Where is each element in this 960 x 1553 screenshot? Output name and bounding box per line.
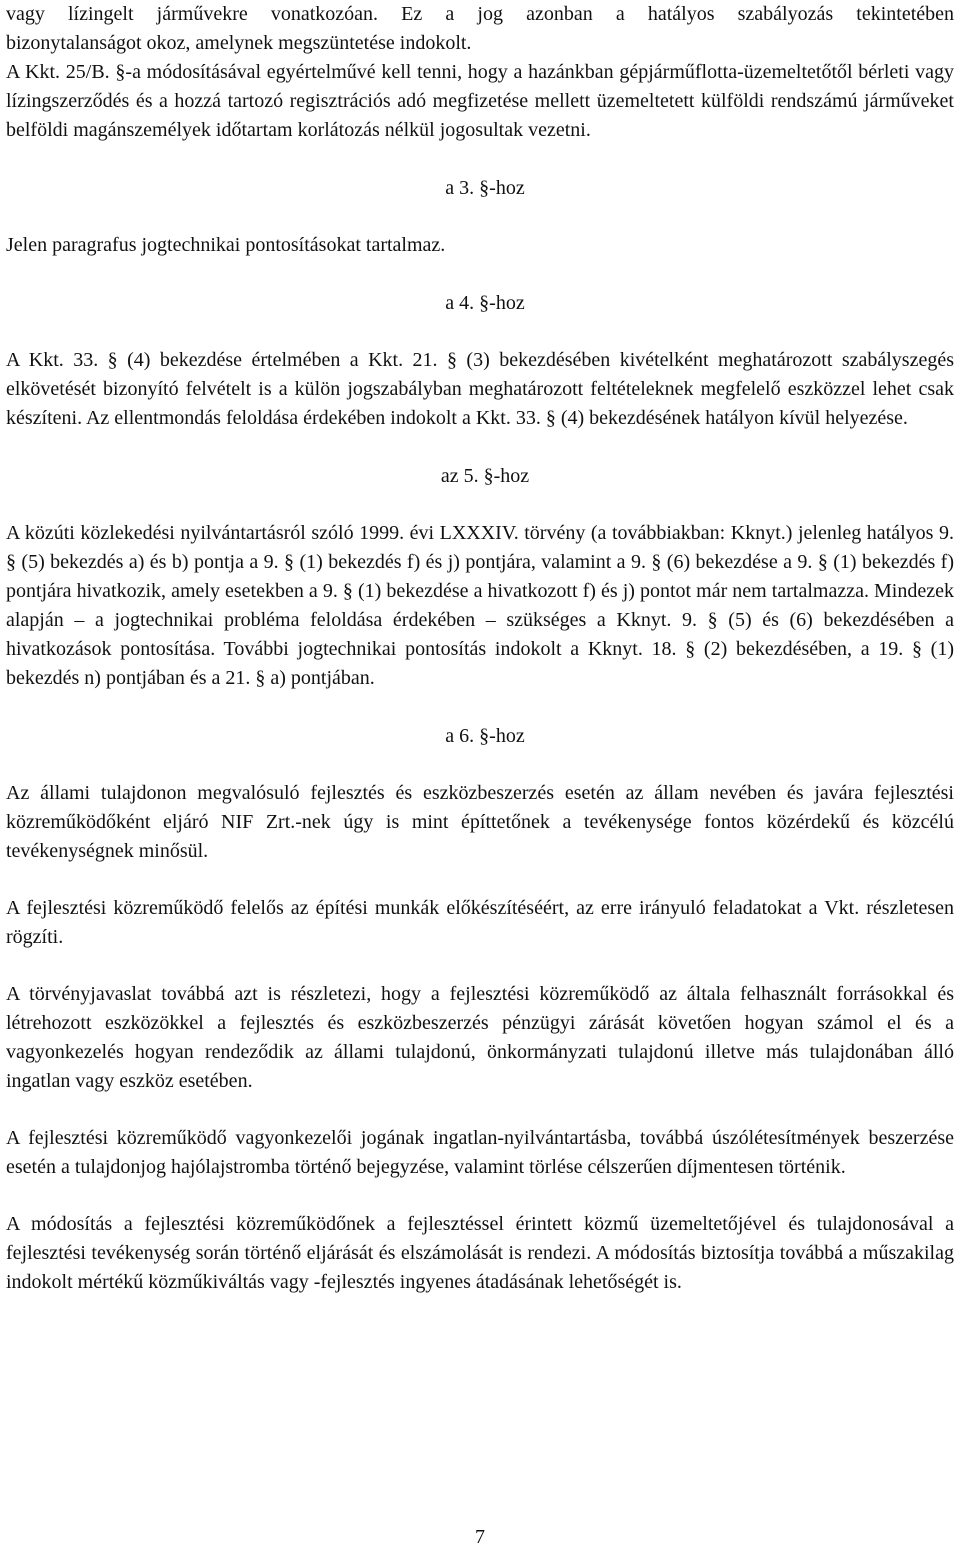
intro-line-2: bizonytalanságot okoz, amelynek megszüntetése indokolt. <box>6 32 472 54</box>
paragraph-section-6-c: A törvényjavaslat továbbá azt is részletezi, hogy a fejlesztési közreműködő az általa felhasznált forrásokkal és létrehozott eszközökkel a fejlesztés és eszközbeszerzés pénzügyi zárását követően hogyan számol el és a vagyonkezelés hogyan rendeződik az állami tulajdonú, önkormányzati tulajdonú illetve más tulajdonában álló ingatlan vagy eszköz esetében. <box>6 983 954 1092</box>
paragraph-kkt-25b: A Kkt. 25/B. §-a módosításával egyértelművé kell tenni, hogy a hazánkban gépjárműflotta-üzemeltetőtől bérleti vagy lízingszerződés és a hozzá tartozó regisztrációs adó megfizetése mellett üzemeltetett külföldi rendszámú járműveket belföldi magánszemélyek időtartam korlátozás nélkül jogosultak vezetni. <box>6 61 954 141</box>
paragraph-section-4: A Kkt. 33. § (4) bekezdése értelmében a Kkt. 21. § (3) bekezdésében kivételként meghatározott szabályszegés elkövetését bizonyító felvételt is a külön jogszabályban meghatározott feltételeknek megfelelő eszközzel lehet csak készíteni. Az ellentmondás feloldása érdekében indokolt a Kkt. 33. § (4) bekezdésének hatályon kívül helyezése. <box>6 349 954 429</box>
section-heading-3: a 3. §-hoz <box>445 177 525 199</box>
page-number: 7 <box>475 1526 485 1548</box>
section-heading-4: a 4. §-hoz <box>445 292 525 314</box>
paragraph-section-6-a: Az állami tulajdonon megvalósuló fejlesztés és eszközbeszerzés esetén az állam nevében és javára fejlesztési közreműködőként eljáró NIF Zrt.-nek úgy is mint építtetőnek a tevékenysége fontos közérdekű és közcélú tevékenységnek minősül. <box>6 782 954 862</box>
paragraph-section-6-b: A fejlesztési közreműködő felelős az építési munkák előkészítéséért, az erre irányuló feladatokat a Vkt. részletesen rögzíti. <box>6 897 954 948</box>
paragraph-section-5: A közúti közlekedési nyilvántartásról szóló 1999. évi LXXXIV. törvény (a továbbiakban: Kknyt.) jelenleg hatályos 9. § (5) bekezdés a) és b) pontja a 9. § (1) bekezdés f) és j) pontjára, valamint a 9. § (6) bekezdése a 9. § (1) bekezdés f) pontjára hivatkozik, amely esetekben a 9. § (1) bekezdése a hivatkozott f) és j) pontot már nem tartalmazza. Mindezek alapján – a jogtechnikai probléma feloldása érdekében – szükséges a Kknyt. 9. § (5) és (6) bekezdésében a hivatkozások pontosítása. További jogtechnikai pontosítás indokolt a Kknyt. 18. § (2) bekezdésében, a 19. § (1) bekezdés n) pontjában és a 21. § a) pontjában. <box>6 522 954 689</box>
document-page <box>6 0 954 1297</box>
paragraph-section-3: Jelen paragrafus jogtechnikai pontosításokat tartalmaz. <box>6 234 446 256</box>
paragraph-section-6-e: A módosítás a fejlesztési közreműködőnek a fejlesztéssel érintett közmű üzemeltetőjével és tulajdonosával a fejlesztési tevékenység során történő eljárását és elszámolását is rendezi. A módosítás biztosítja továbbá a műszakilag indokolt mértékű közműkiváltás vagy -fejlesztés ingyenes átadásának lehetőségét is. <box>6 1213 954 1293</box>
section-heading-5: az 5. §-hoz <box>440 465 530 487</box>
paragraph-section-6-d: A fejlesztési közreműködő vagyonkezelői jogának ingatlan-nyilvántartásba, továbbá úszólétesítmények beszerzése esetén a tulajdonjog hajólajstromba történő bejegyzése, valamint törlése célszerűen díjmentesen történik. <box>6 1127 954 1178</box>
intro-line-1: vagy lízingelt járművekre vonatkozóan. Ez a jog azonban a hatályos szabályozás tekintetében <box>6 3 954 25</box>
section-heading-6: a 6. §-hoz <box>445 725 525 747</box>
